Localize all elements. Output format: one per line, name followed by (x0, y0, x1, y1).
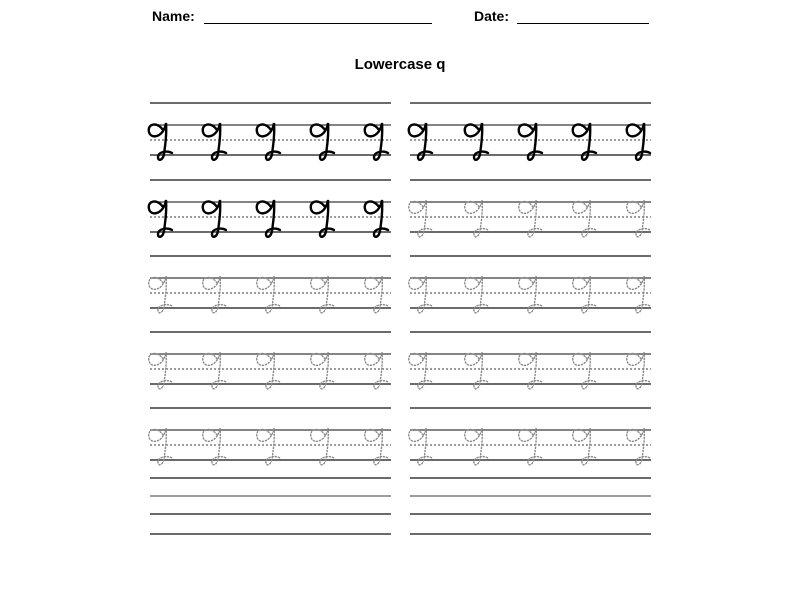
date-label: Date: (474, 8, 510, 24)
page-title: Lowercase q (354, 56, 446, 73)
name-label: Name: (152, 8, 195, 24)
